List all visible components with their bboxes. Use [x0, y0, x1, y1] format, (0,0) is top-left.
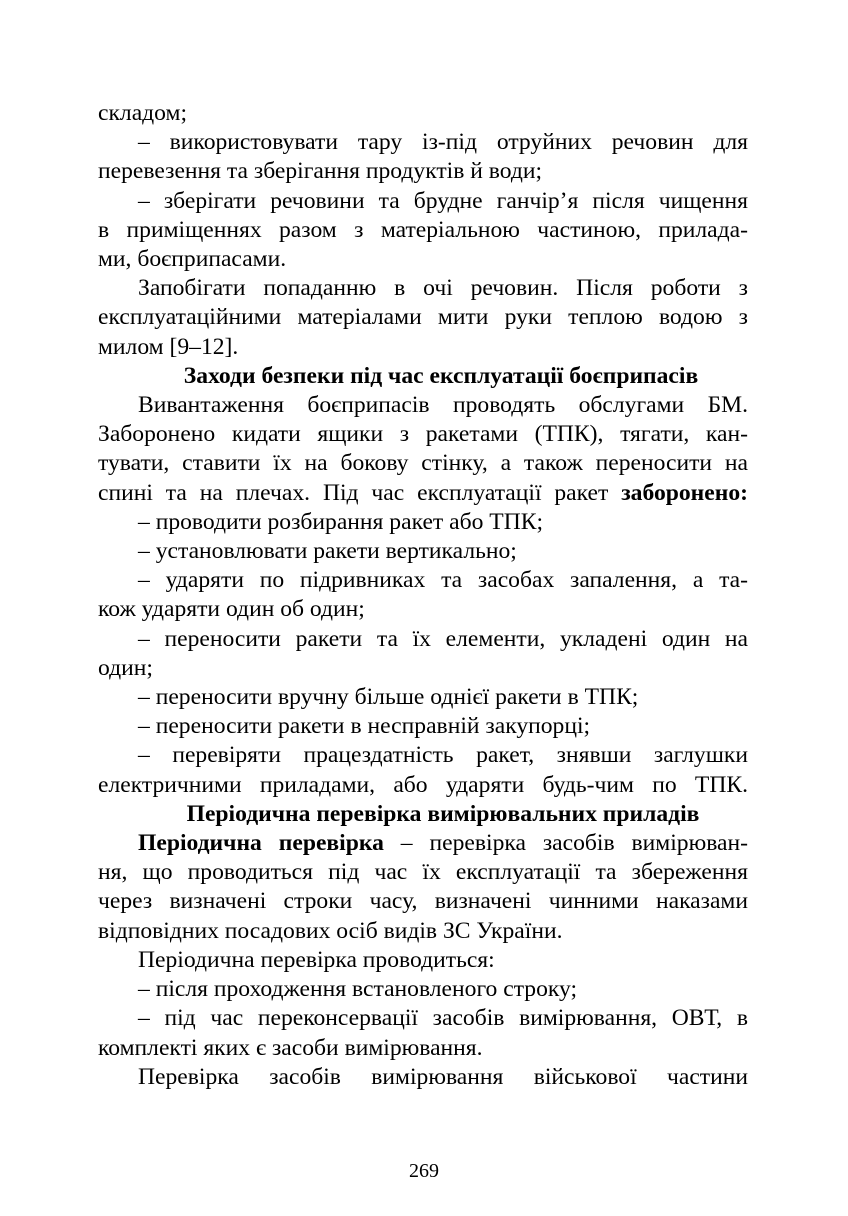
page-body — [98, 99, 748, 1092]
text-line: електричними приладами, або ударяти будь-чим по ТПК. — [98, 771, 748, 798]
text-line: милом [9–12]. — [98, 333, 239, 360]
text-line: – ударяти по підривниках та засобах запалення, а та- — [138, 567, 748, 594]
text-line: – використовувати тару із-під отруйних речовин для — [138, 129, 748, 156]
text-line: – проводити розбирання ракет або ТПК; — [138, 508, 544, 535]
text-line: Заборонено кидати ящики з ракетами (ТПК), тягати, кан- — [98, 421, 748, 448]
section-heading: Періодична перевірка вимірювальних приладів — [186, 800, 700, 827]
page-number: 269 — [409, 1160, 439, 1182]
text-line: відповідних посадових осіб видів ЗС України. — [98, 917, 563, 944]
text-line: експлуатаційними матеріалами мити руки теплою водою з — [98, 304, 748, 331]
text-line: – зберігати речовини та брудне ганчір’я після чищення — [138, 187, 748, 214]
section-heading: Заходи безпеки під час експлуатації боєприпасів — [183, 362, 699, 389]
text-line — [98, 829, 748, 858]
text-line: тувати, ставити їх на бокову стінку, а також переносити на — [98, 450, 748, 477]
text-line: – після проходження встановленого строку; — [138, 976, 578, 1003]
text-line: – переносити вручну більше однієї ракети в ТПК; — [138, 684, 639, 711]
text-line: Вивантаження боєприпасів проводять обслугами БМ. — [138, 392, 748, 419]
text-line: Запобігати попаданню в очі речовин. Після роботи з — [138, 275, 748, 302]
text-line: складом; — [98, 100, 188, 126]
text-line: Періодична перевірка проводиться: — [138, 946, 495, 973]
text-line: комплекті яких є засоби вимірювання. — [98, 1034, 483, 1061]
text-line: – перевіряти працездатність ракет, знявши заглушки — [138, 742, 748, 769]
text-span: спині та на плечах. Під час експлуатації ракет — [98, 479, 622, 506]
text-line: – під час переконсервації засобів вимірювання, ОВТ, в — [138, 1005, 748, 1032]
text-line: перевезення та зберігання продуктів й води; — [98, 158, 543, 185]
text-line: Перевірка засобів вимірювання військової частини — [138, 1063, 748, 1090]
text-line: – переносити ракети в несправній закупорці; — [138, 713, 591, 740]
bold-term: Періодична перевірка — [138, 830, 384, 857]
text-line: – переносити ракети та їх елементи, укладені один на — [138, 625, 748, 652]
text-line: ня, що проводиться під час їх експлуатації та збереження — [98, 859, 748, 886]
text-span: – перевірка засобів вимірюван- — [383, 830, 748, 857]
text-line: – установлювати ракети вертикально; — [138, 538, 517, 565]
bold-term: заборонено: — [621, 479, 748, 506]
text-line: один; — [98, 654, 153, 681]
text-line: через визначені строки часу, визначені чинними наказами — [98, 888, 748, 915]
text-line: кож ударяти один об один; — [98, 596, 365, 623]
text-line — [98, 479, 748, 508]
text-line: ми, боєприпасами. — [98, 246, 287, 273]
text-line: в приміщеннях разом з матеріальною частиною, прилада- — [98, 216, 748, 243]
